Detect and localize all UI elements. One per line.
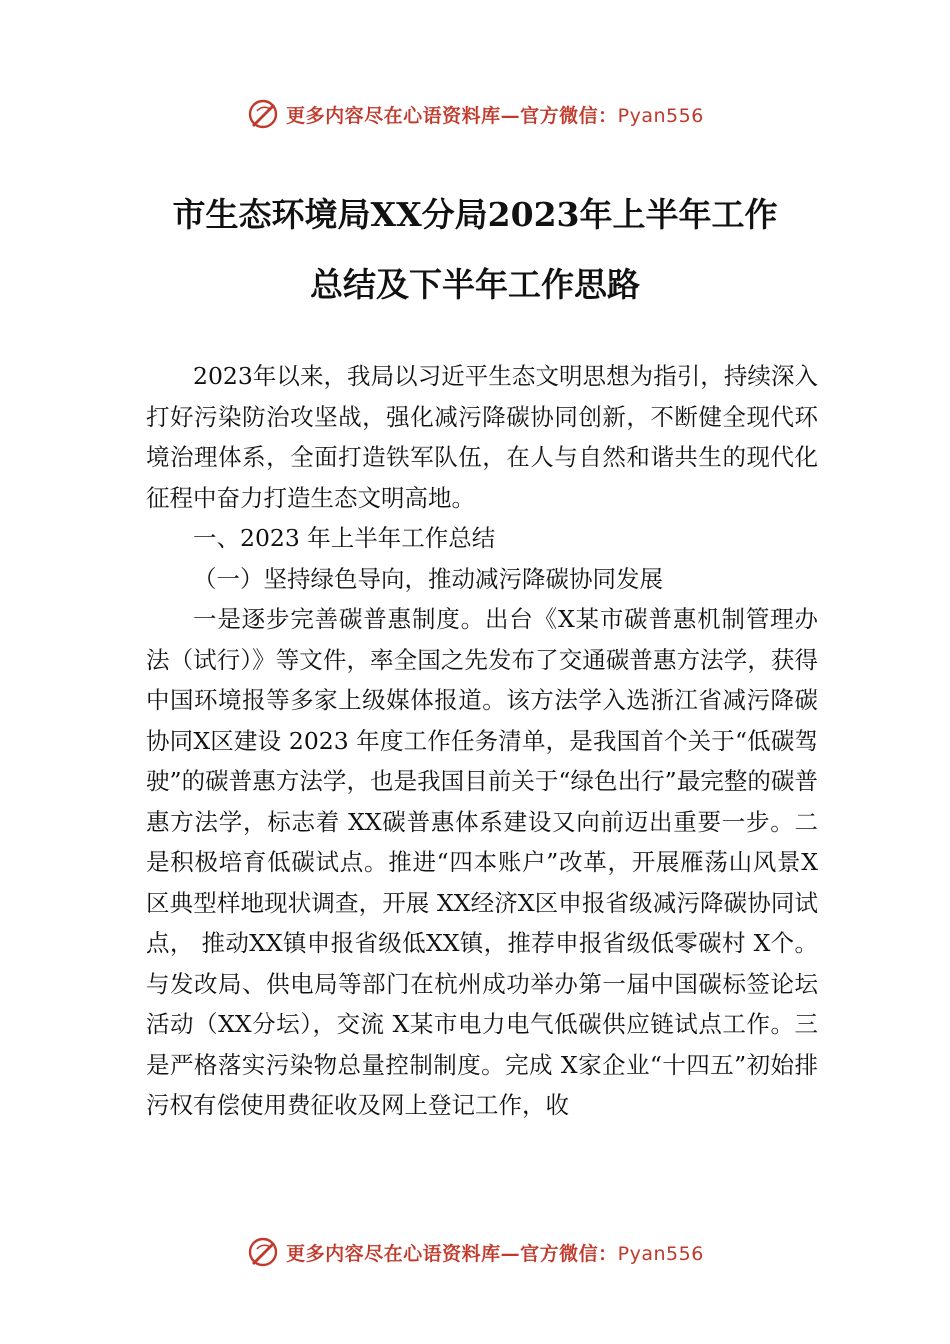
body-paragraph: 一是逐步完善碳普惠制度。出台《X某市碳普惠机制管理办法（试行）》等文件，率全国之先发布了交通碳普惠方法学，获得中国环境报等多家上级媒体报道。该方法学入选浙江省减污降碳协同X区建设 2023 年度工作任务清单，是我国首个关于“低碳驾驶”的碳普惠方法学，也是我国目前关于“绿色出行”最完整的碳普惠方法学，标志着 XX碳普惠体系建设又向前迈出重要一步。二是积极培育低碳试点。推进“四本账户”改革，开展雁荡山风景X区典型样地现状调查，开展 XX经济X区申报省级减污降碳协同试点， 推动XX镇申报省级低XX镇，推荐申报省级低零碳村 X个。与发改局、供电局等部门在杭州成功举办第一届中国碳标签论坛活动（XX分坛），交流 X某市电力电气低碳供应链试点工作。三是严格落实污染物总量控制制度。完成 X家企业“十四五”初始排污权有偿使用费征收及网上登记工作，收 xyxy=(146,605,818,1119)
watermark-id: Pyan556 xyxy=(617,1242,704,1265)
watermark-footer xyxy=(0,1232,950,1272)
section-heading: 一、2023 年上半年工作总结 xyxy=(193,524,496,552)
watermark-header xyxy=(0,94,950,134)
pen-in-circle-logo-icon xyxy=(246,97,280,131)
watermark-text: 更多内容尽在心语资料库—官方微信：Pyan556 xyxy=(286,1242,704,1265)
watermark-id: Pyan556 xyxy=(617,104,704,127)
subsection-heading: （一）坚持绿色导向，推动减污降碳协同发展 xyxy=(193,564,663,593)
document-body xyxy=(146,356,818,1126)
title-line-2: 总结及下半年工作思路 xyxy=(310,265,640,304)
intro-paragraph: 2023年以来，我局以习近平生态文明思想为指引，持续深入打好污染防治攻坚战，强化减污降碳协同创新，不断健全现代环境治理体系，全面打造铁军队伍，在人与自然和谐共生的现代化征程中奋力打造生态文明高地。 xyxy=(146,362,818,512)
document-title xyxy=(100,180,850,320)
watermark-text: 更多内容尽在心语资料库—官方微信：Pyan556 xyxy=(286,104,704,127)
pen-in-circle-logo-icon xyxy=(246,1235,280,1269)
title-line-1: 市生态环境局XX分局2023年上半年工作 xyxy=(172,195,778,234)
